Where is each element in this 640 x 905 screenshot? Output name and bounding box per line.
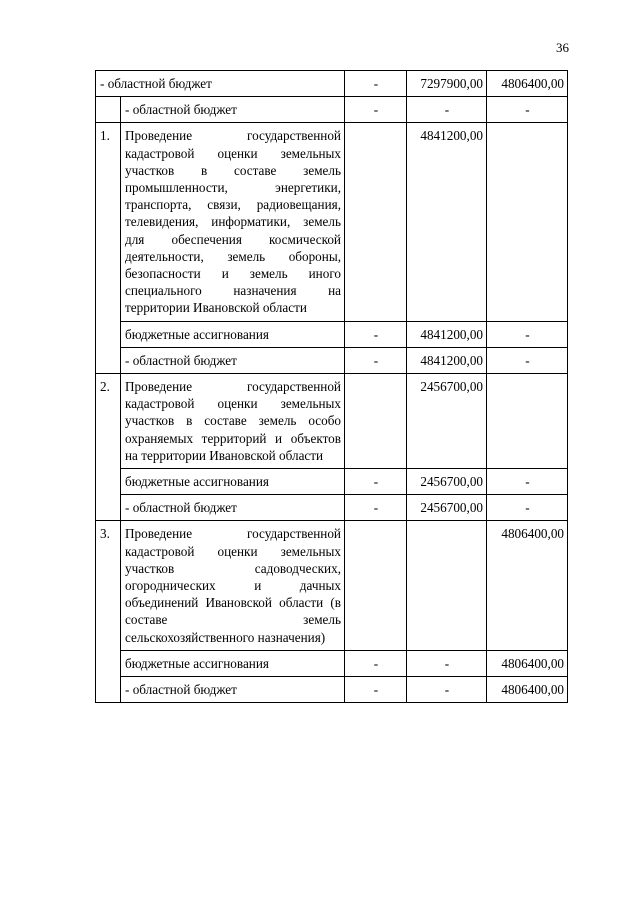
table-row	[96, 71, 568, 97]
table-row	[96, 347, 568, 373]
item-number: 1.	[96, 123, 121, 374]
row-label: бюджетные ассигнования	[121, 321, 345, 347]
cell-col3: 4806400,00	[487, 650, 568, 676]
row-label: - областной бюджет	[96, 71, 345, 97]
row-label: - областной бюджет	[121, 677, 345, 703]
budget-table	[95, 70, 568, 703]
cell-col1	[345, 521, 407, 650]
cell-col1: -	[345, 469, 407, 495]
row-label: бюджетные ассигнования	[121, 469, 345, 495]
cell-col1: -	[345, 650, 407, 676]
cell-col1	[345, 123, 407, 321]
item-number: 3.	[96, 521, 121, 703]
cell-col2: -	[407, 677, 487, 703]
cell-col1: -	[345, 97, 407, 123]
page-number: 36	[556, 40, 569, 55]
empty-cell	[96, 97, 121, 123]
table-row	[96, 321, 568, 347]
cell-col3: 4806400,00	[487, 677, 568, 703]
cell-col2: 4841200,00	[407, 347, 487, 373]
cell-col2	[407, 521, 487, 650]
table-row	[96, 123, 568, 321]
table-row	[96, 495, 568, 521]
cell-col3: 4806400,00	[487, 521, 568, 650]
cell-col1: -	[345, 71, 407, 97]
cell-col3: -	[487, 469, 568, 495]
cell-col3: -	[487, 347, 568, 373]
cell-col2: 7297900,00	[407, 71, 487, 97]
cell-col2: 2456700,00	[407, 469, 487, 495]
cell-col1: -	[345, 495, 407, 521]
row-label: бюджетные ассигнования	[121, 650, 345, 676]
cell-col3: -	[487, 495, 568, 521]
cell-col1: -	[345, 321, 407, 347]
table-row	[96, 677, 568, 703]
table-row	[96, 650, 568, 676]
item-title: Проведение государственной кадастровой оценки земельных участков садоводческих, огороднических и дачных объединений Ивановской области (в составе земель сельскохозяйственного назначения)	[121, 521, 345, 650]
table-row	[96, 469, 568, 495]
row-label: - областной бюджет	[121, 347, 345, 373]
cell-col2: 2456700,00	[407, 374, 487, 469]
item-number: 2.	[96, 374, 121, 521]
cell-col3: -	[487, 321, 568, 347]
row-label: - областной бюджет	[121, 97, 345, 123]
cell-col3: -	[487, 97, 568, 123]
table-row	[96, 374, 568, 469]
cell-col3	[487, 123, 568, 321]
item-title: Проведение государственной кадастровой оценки земельных участков в составе земель особо охраняемых территорий и объектов на территории Ивановской области	[121, 374, 345, 469]
cell-col1: -	[345, 347, 407, 373]
item-title: Проведение государственной кадастровой оценки земельных участков в составе земель промышленности, энергетики, транспорта, связи, радиовещания, телевидения, информатики, земель для обеспечения космической деятельности, земель обороны, безопасности и земель иного специального назначения на территории Ивановской области	[121, 123, 345, 321]
cell-col1: -	[345, 677, 407, 703]
table-row	[96, 97, 568, 123]
cell-col2: -	[407, 650, 487, 676]
cell-col2: 4841200,00	[407, 123, 487, 321]
cell-col3: 4806400,00	[487, 71, 568, 97]
cell-col1	[345, 374, 407, 469]
cell-col3	[487, 374, 568, 469]
table-row	[96, 521, 568, 650]
cell-col2: 2456700,00	[407, 495, 487, 521]
cell-col2: 4841200,00	[407, 321, 487, 347]
cell-col2: -	[407, 97, 487, 123]
row-label: - областной бюджет	[121, 495, 345, 521]
